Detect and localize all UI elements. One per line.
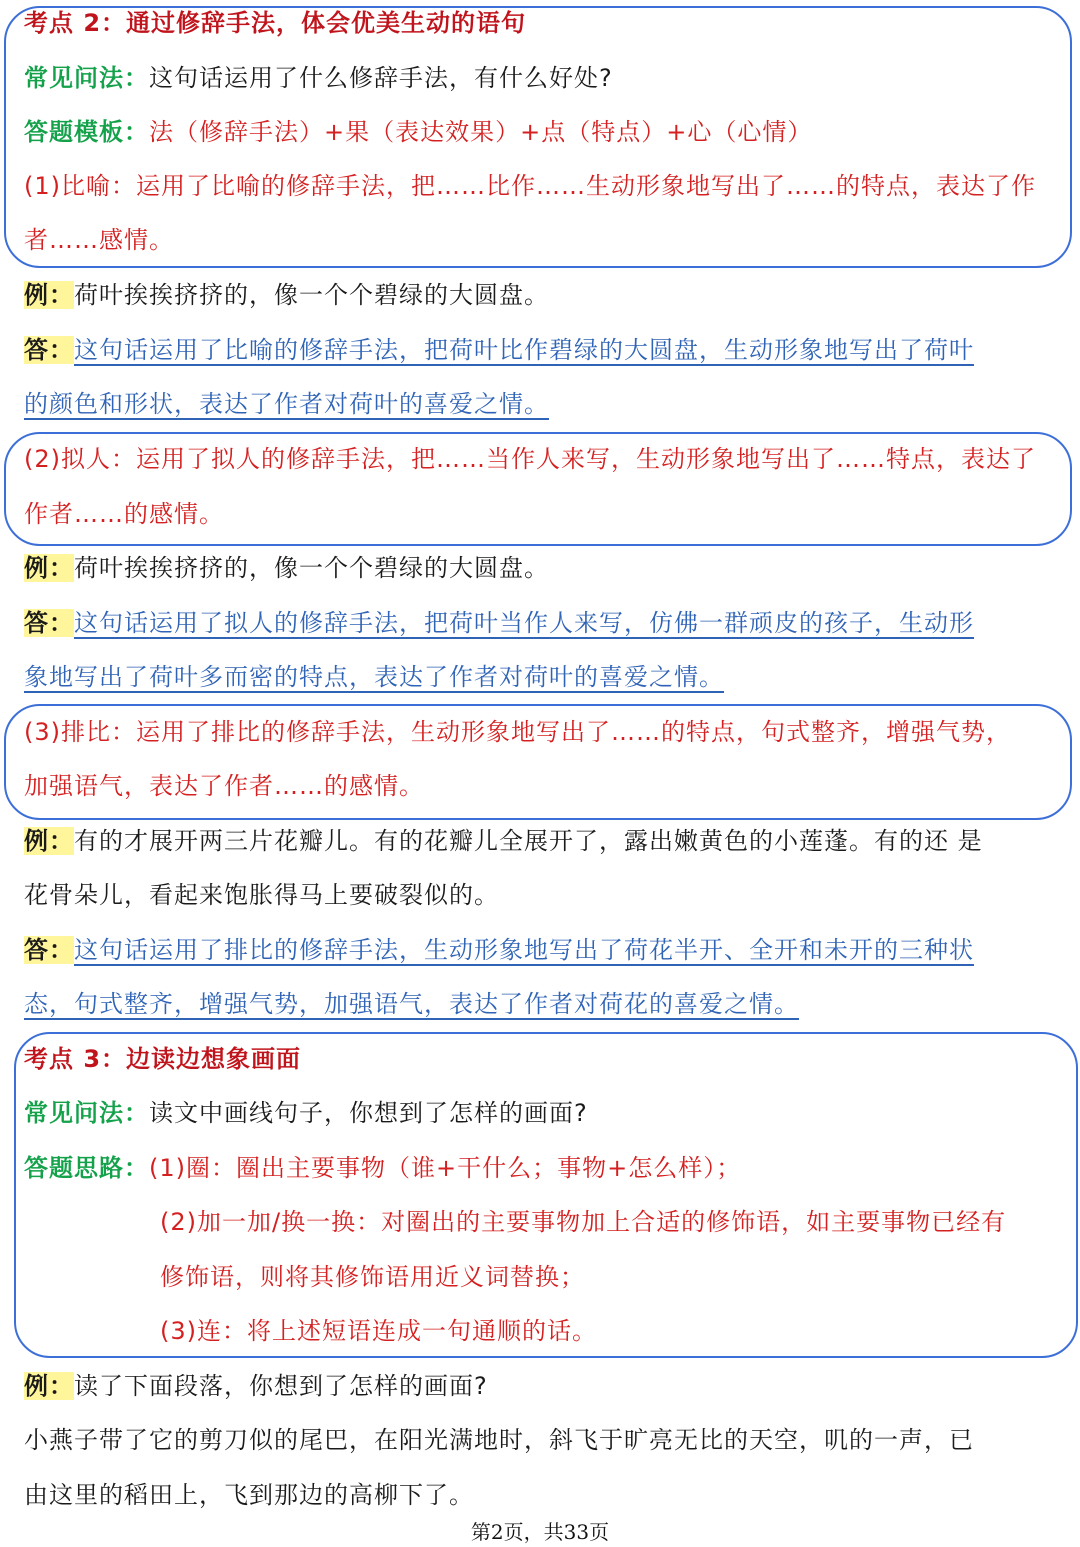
example-3-line-2: 花骨朵儿，看起来饱胀得马上要破裂似的。 [24, 881, 499, 909]
section2-title: 考点 2：通过修辞手法，体会优美生动的语句 [24, 9, 527, 37]
common-question-label: 常见问法： [24, 1099, 149, 1127]
step2-line-2: 修饰语，则将其修饰语用近义词替换； [160, 1263, 585, 1291]
answer-template-row: 答题模板：法（修辞手法）+果（表达效果）+点（特点）+心（心情） [24, 118, 813, 146]
answer-1-line-2: 的颜色和形状，表达了作者对荷叶的喜爱之情。 [24, 390, 549, 418]
common-question-row: 常见问法：这句话运用了什么修辞手法，有什么好处? [24, 64, 613, 92]
example-3-line-1: 例：有的才展开两三片花瓣儿。有的花瓣儿全展开了，露出嫩黄色的小莲蓬。有的还 是 [24, 827, 983, 855]
answer-1-line-1: 答：这句话运用了比喻的修辞手法，把荷叶比作碧绿的大圆盘，生动形象地写出了荷叶 [24, 336, 974, 364]
personification-rule-line-1: (2)拟人：运用了拟人的修辞手法，把……当作人来写，生动形象地写出了……特点，表达了 [24, 445, 1036, 473]
example-1: 例：荷叶挨挨挤挤的，像一个个碧绿的大圆盘。 [24, 281, 549, 309]
answer-label: 答： [24, 336, 74, 364]
example-label: 例： [24, 554, 74, 582]
section3-title: 考点 3：边读边想象画面 [24, 1045, 302, 1073]
passage-line-1: 小燕子带了它的剪刀似的尾巴，在阳光满地时，斜飞于旷亮无比的天空，叽的一声，已 [24, 1426, 974, 1454]
common-question-label: 常见问法： [24, 64, 149, 92]
answer-idea-label: 答题思路： [24, 1154, 149, 1182]
example-label: 例： [24, 827, 74, 855]
personification-rule-line-2: 作者……的感情。 [24, 500, 224, 528]
answer-label: 答： [24, 936, 74, 964]
answer-2-line-2: 象地写出了荷叶多而密的特点，表达了作者对荷叶的喜爱之情。 [24, 663, 724, 691]
example-label: 例： [24, 281, 74, 309]
step3-line: (3)连：将上述短语连成一句通顺的话。 [160, 1317, 597, 1345]
parallelism-rule-line-2: 加强语气，表达了作者……的感情。 [24, 772, 424, 800]
answer-idea-row: 答题思路：(1)圈：圈出主要事物（谁+干什么；事物+怎么样）； [24, 1154, 742, 1182]
example-2: 例：荷叶挨挨挤挤的，像一个个碧绿的大圆盘。 [24, 554, 549, 582]
step2-line-1: (2)加一加/换一换：对圈出的主要事物加上合适的修饰语，如主要事物已经有 [160, 1208, 1007, 1236]
metaphor-rule-line-2: 者……感情。 [24, 226, 174, 254]
answer-label: 答： [24, 609, 74, 637]
parallelism-rule-line-1: (3)排比：运用了排比的修辞手法，生动形象地写出了……的特点，句式整齐，增强气势， [24, 718, 1011, 746]
example-label: 例： [24, 1372, 74, 1400]
answer-template-label: 答题模板： [24, 118, 149, 146]
answer-3-line-1: 答：这句话运用了排比的修辞手法，生动形象地写出了荷花半开、全开和未开的三种状 [24, 936, 974, 964]
passage-line-2: 由这里的稻田上，飞到那边的高柳下了。 [24, 1481, 474, 1509]
section3-question-row: 常见问法：读文中画线句子，你想到了怎样的画面? [24, 1099, 588, 1127]
page-footer: 第2页，共33页 [470, 1520, 610, 1544]
answer-2-line-1: 答：这句话运用了拟人的修辞手法，把荷叶当作人来写，仿佛一群顽皮的孩子，生动形 [24, 609, 974, 637]
answer-3-line-2: 态，句式整齐，增强气势，加强语气，表达了作者对荷花的喜爱之情。 [24, 990, 799, 1018]
example-4: 例：读了下面段落，你想到了怎样的画面? [24, 1372, 488, 1400]
metaphor-rule-line-1: (1)比喻：运用了比喻的修辞手法，把……比作……生动形象地写出了……的特点，表达了作 [24, 172, 1036, 200]
